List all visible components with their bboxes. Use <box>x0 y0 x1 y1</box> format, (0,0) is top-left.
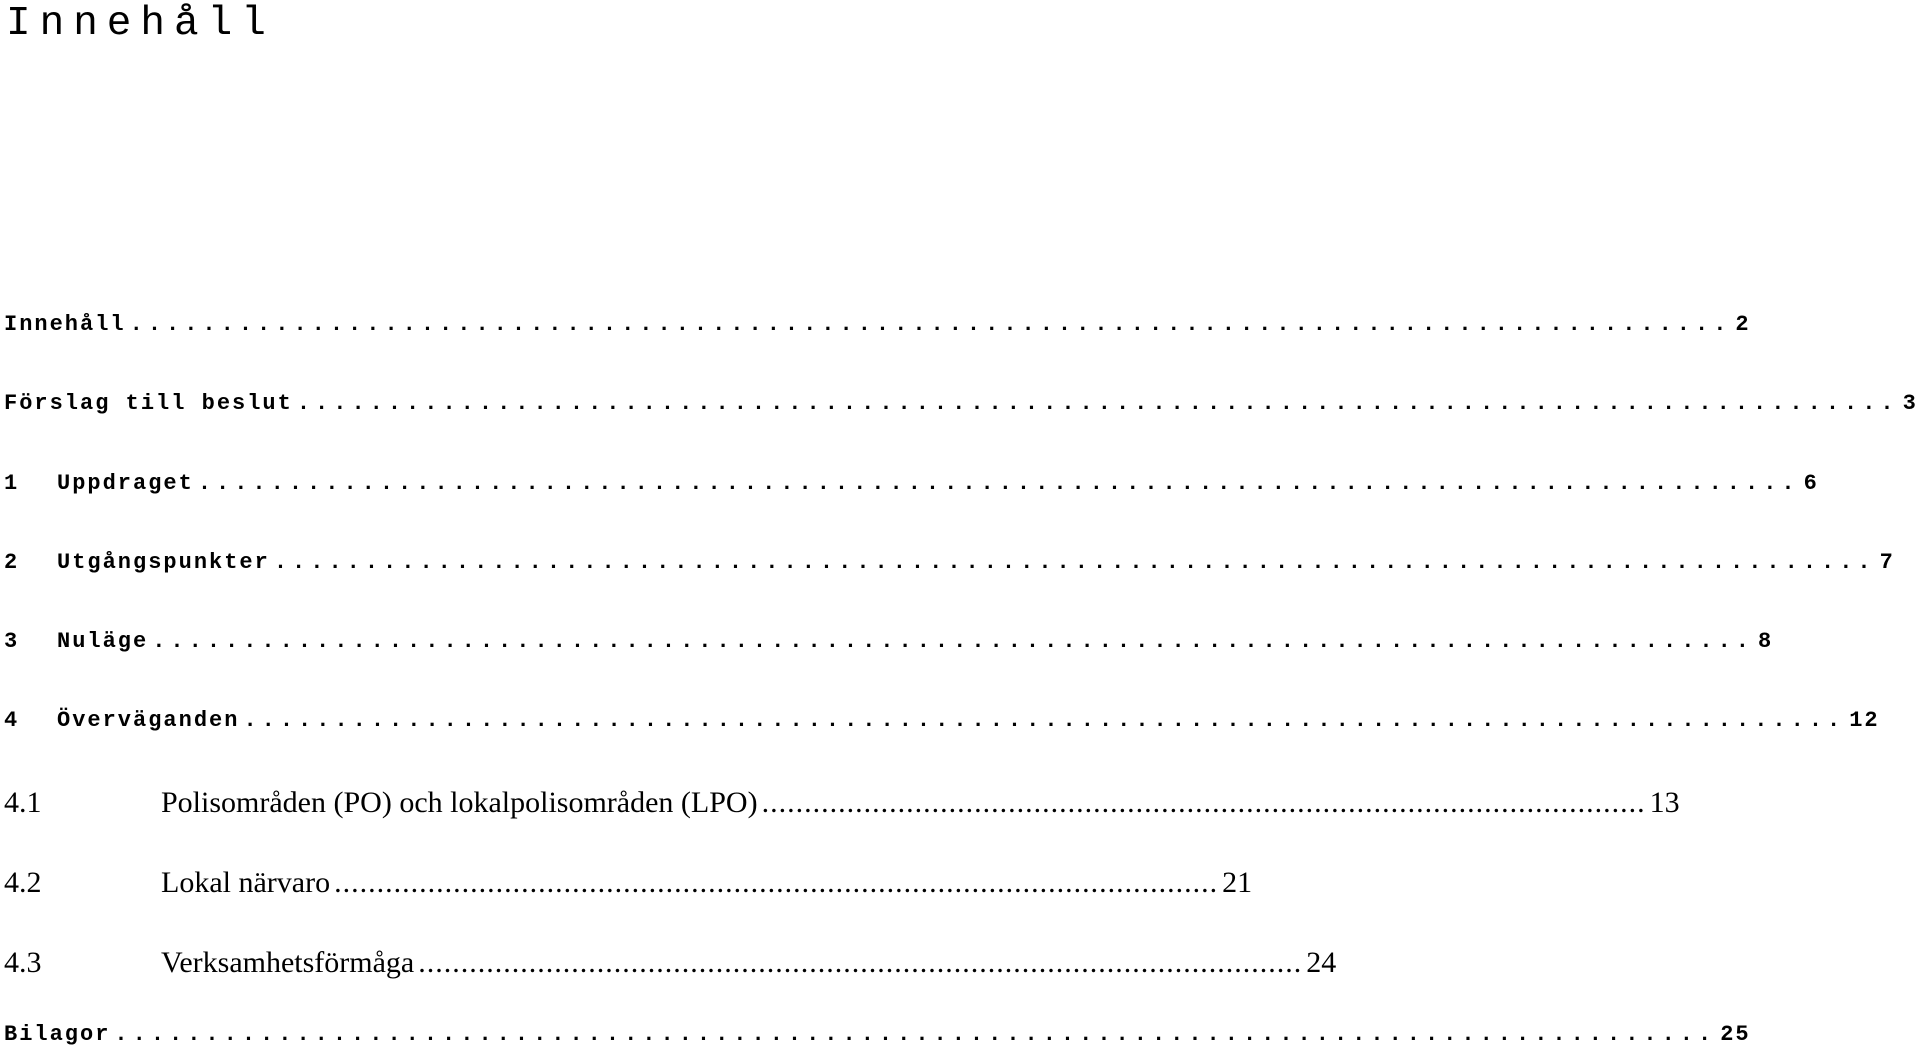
toc-page-number: 6 <box>1803 471 1819 496</box>
toc-entry-overvaganden[interactable] <box>4 708 1880 748</box>
toc-entry-uppdraget[interactable] <box>4 471 1819 511</box>
toc-page-number: 13 <box>1649 786 1680 819</box>
toc-dot-leader: ........................................................................................ <box>296 391 1899 416</box>
toc-dot-leader: ........................................................................................................ <box>334 866 1219 899</box>
toc-dot-leader: ........................................................................................ <box>197 471 1800 496</box>
toc-entry-title: Uppdraget <box>57 471 194 496</box>
toc-page-number: 25 <box>1720 1022 1751 1047</box>
toc-page-number: 21 <box>1222 866 1253 899</box>
toc-entry-title: Verksamhetsförmåga <box>161 946 415 979</box>
toc-page-number: 2 <box>1735 312 1751 337</box>
toc-entry-lokal-narvaro[interactable] <box>4 866 1253 906</box>
toc-entry-title: Nuläge <box>57 629 149 654</box>
toc-section-number: 4.3 <box>4 946 42 979</box>
toc-entry-title: Innehåll <box>4 312 126 337</box>
toc-entry-title: Förslag till beslut <box>4 391 293 416</box>
toc-dot-leader: ........................................................................................ <box>129 312 1732 337</box>
toc-dot-leader: ........................................................................................ <box>152 629 1755 654</box>
toc-section-number: 4.1 <box>4 786 42 819</box>
toc-entry-polisomraden[interactable] <box>4 786 1680 826</box>
toc-page-number: 7 <box>1879 550 1895 575</box>
toc-section-number: 4 <box>4 708 20 733</box>
toc-dot-leader: ........................................................................................ <box>273 550 1876 575</box>
toc-dot-leader: ........................................................................................ <box>243 708 1846 733</box>
toc-dot-leader: ........................................................................................ <box>114 1022 1717 1047</box>
toc-entry-title: Polisområden (PO) och lokalpolisområden (LPO) <box>161 786 758 819</box>
toc-entry-nulage[interactable] <box>4 629 1774 669</box>
toc-entry-utgangspunkter[interactable] <box>4 550 1895 590</box>
toc-entry-forslag-till-beslut[interactable] <box>4 391 1918 431</box>
toc-section-number: 4.2 <box>4 866 42 899</box>
toc-entry-bilagor[interactable] <box>4 1022 1751 1062</box>
toc-entry-title: Lokal närvaro <box>161 866 331 899</box>
toc-page-number: 12 <box>1849 708 1880 733</box>
toc-entry-title: Bilagor <box>4 1022 111 1047</box>
toc-entry-verksamhetsformaga[interactable] <box>4 946 1337 986</box>
toc-dot-leader: ........................................................................................................ <box>418 946 1303 979</box>
toc-entry-title: Utgångspunkter <box>57 550 270 575</box>
toc-entry-title: Överväganden <box>57 708 240 733</box>
toc-dot-leader: ........................................................................................................ <box>761 786 1646 819</box>
toc-section-number: 2 <box>4 550 20 575</box>
toc-page-number: 24 <box>1306 946 1337 979</box>
toc-page-number: 8 <box>1758 629 1774 654</box>
toc-section-number: 1 <box>4 471 20 496</box>
toc-entry-innehall[interactable] <box>4 312 1751 352</box>
toc-page-number: 3 <box>1902 391 1918 416</box>
toc-section-number: 3 <box>4 629 20 654</box>
page-title: Innehåll <box>6 1 275 47</box>
